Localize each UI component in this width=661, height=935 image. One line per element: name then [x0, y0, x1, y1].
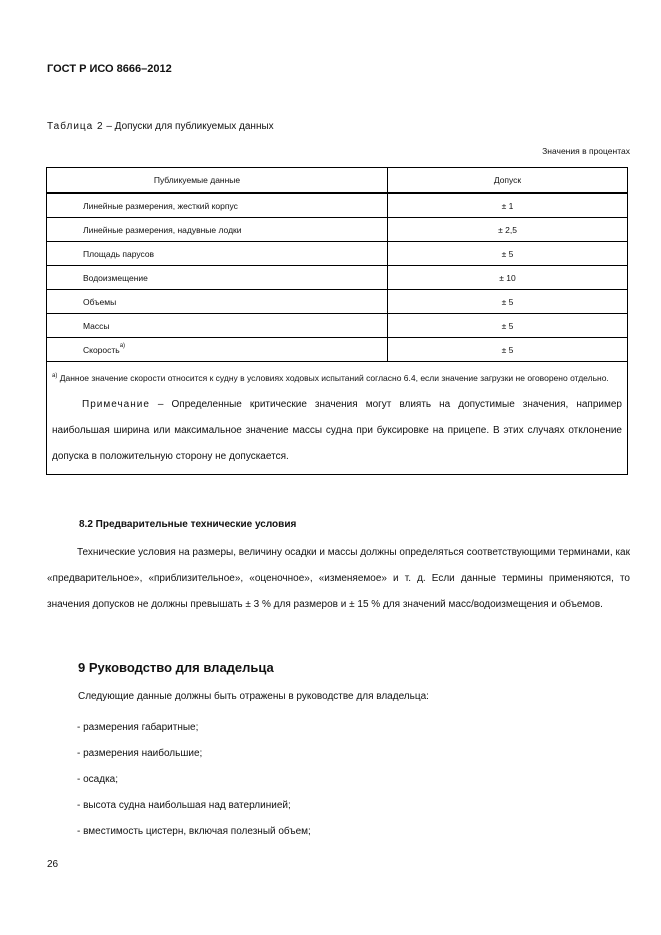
row-parameter: Площадь парусов [47, 242, 388, 266]
row-tolerance: ± 10 [388, 266, 628, 290]
column-header-data: Публикуемые данные [47, 168, 388, 194]
table-caption-prefix: Таблица 2 [47, 121, 104, 132]
list-item: - вместимость цистерн, включая полезный объем; [77, 826, 311, 837]
table-header-row [47, 168, 628, 194]
row-tolerance: ± 2,5 [388, 218, 628, 242]
table-row [47, 314, 628, 338]
list-item: - размерения габаритные; [77, 722, 199, 733]
note-text: – Определенные критические значения могут влиять на допустимые значения, например наибольшая ширина или максимальное значение массы судна при буксировке на прицепе. В этих случаях отклонение допуска в положительную сторону не допускается. [52, 399, 622, 462]
table-row [47, 193, 628, 218]
section-8-2-heading: 8.2 Предварительные технические условия [79, 519, 297, 530]
table-row [47, 242, 628, 266]
section-9-heading: 9 Руководство для владельца [78, 660, 274, 675]
note-label: Примечание [82, 399, 150, 410]
table-row [47, 218, 628, 242]
row-parameter: Объемы [47, 290, 388, 314]
footnote-mark: а) [52, 373, 58, 379]
table-caption-text: – Допуски для публикуемых данных [103, 121, 274, 132]
row-parameter: Линейные размерения, жесткий корпус [47, 193, 388, 218]
row-tolerance: ± 1 [388, 193, 628, 218]
list-item: - осадка; [77, 774, 119, 785]
document-code: ГОСТ Р ИСО 8666–2012 [47, 63, 172, 75]
list-item: - высота судна наибольшая над ватерлинией; [77, 800, 291, 811]
row-parameter: Водоизмещение [47, 266, 388, 290]
footnote-text: Данное значение скорости относится к судну в условиях ходовых испытаний согласно 6.4, если значение загрузки не оговорено отдельно. [57, 373, 609, 383]
footnote-ref: а) [119, 342, 126, 349]
tolerances-table [46, 167, 628, 475]
column-header-tolerance: Допуск [388, 168, 628, 194]
list-item: - размерения наибольшие; [77, 748, 203, 759]
table-units-note: Значения в процентах [542, 146, 630, 156]
row-parameter: Массы [47, 314, 388, 338]
footnote [52, 366, 622, 390]
table-row [47, 338, 628, 362]
row-tolerance: ± 5 [388, 242, 628, 266]
row-parameter [47, 338, 388, 362]
table-footer-row [47, 362, 628, 475]
table-row [47, 290, 628, 314]
owner-manual-list [77, 715, 311, 845]
page-number: 26 [47, 859, 59, 870]
table-note [52, 392, 622, 470]
table-footer [47, 362, 628, 475]
row-parameter: Линейные размерения, надувные лодки [47, 218, 388, 242]
row-parameter-text: Скорость [83, 344, 120, 355]
row-tolerance: ± 5 [388, 290, 628, 314]
section-8-2-paragraph: Технические условия на размеры, величину осадки и массы должны определяться соответствующими терминами, как «предварительное», «приблизительное», «оценочное», «изменяемое» и т. д. Если данные термины применяются, то значения допусков не должны превышать ± 3 % для размеров и ± 15 % для значений масс/водоизмещения и объемов. [47, 547, 630, 610]
table-caption [47, 121, 274, 132]
row-tolerance: ± 5 [388, 314, 628, 338]
section-9-intro: Следующие данные должны быть отражены в руководстве для владельца: [78, 691, 429, 702]
table-row [47, 266, 628, 290]
row-tolerance: ± 5 [388, 338, 628, 362]
